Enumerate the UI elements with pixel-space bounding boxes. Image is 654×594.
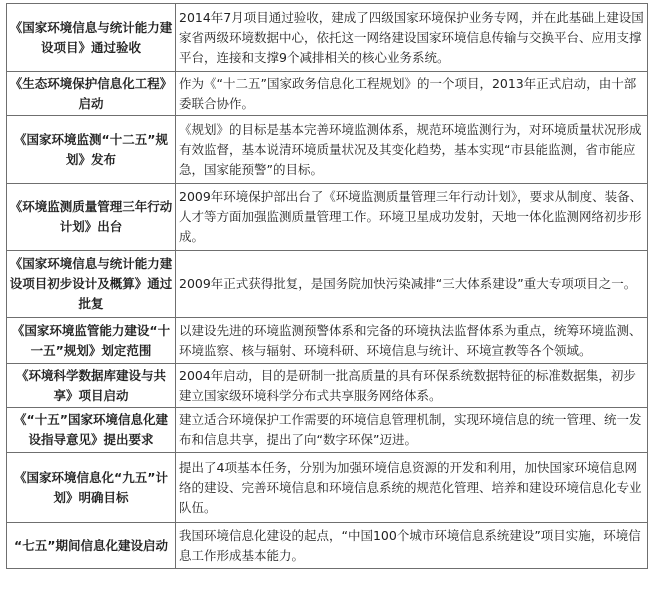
row-label: 《环境监测质量管理三年行动计划》出台 — [7, 184, 176, 251]
row-description: 提出了4项基本任务，分别为加强环境信息资源的开发和利用，加快国家环境信息网络的建设、完善环境信息和环境信息系统的规范化管理、培养和建设环境信息化专业队伍。 — [176, 453, 648, 523]
milestone-table — [6, 3, 648, 569]
row-label: 《生态环境保护信息化工程》启动 — [7, 72, 176, 116]
table-row — [7, 523, 648, 569]
row-label: 《环境科学数据库建设与共享》项目启动 — [7, 364, 176, 408]
table-row — [7, 453, 648, 523]
row-label: 《国家环境信息与统计能力建设项目》通过验收 — [7, 4, 176, 72]
table-row — [7, 408, 648, 453]
row-label: 《国家环境信息与统计能力建设项目初步设计及概算》通过批复 — [7, 251, 176, 318]
row-label: 《国家环境监测“十二五”规划》发布 — [7, 116, 176, 184]
row-description: 建立适合环境保护工作需要的环境信息管理机制，实现环境信息的统一管理、统一发布和信息共享，提出了向“数字环保”迈进。 — [176, 408, 648, 453]
table-row — [7, 4, 648, 72]
row-description: 我国环境信息化建设的起点，“中国100个城市环境信息系统建设”项目实施，环境信息工作形成基本能力。 — [176, 523, 648, 569]
table-row — [7, 116, 648, 184]
table-row — [7, 318, 648, 364]
table-row — [7, 251, 648, 318]
table-row — [7, 364, 648, 408]
table-row — [7, 184, 648, 251]
row-description: 以建设先进的环境监测预警体系和完备的环境执法监督体系为重点，统筹环境监测、环境监察、核与辐射、环境科研、环境信息与统计、环境宣教等各个领域。 — [176, 318, 648, 364]
row-label: 《“十五”国家环境信息化建设指导意见》提出要求 — [7, 408, 176, 453]
row-label: 《国家环境监管能力建设“十一五”规划》划定范围 — [7, 318, 176, 364]
row-label: 《国家环境信息化“九五”计划》明确目标 — [7, 453, 176, 523]
row-description: 2009年正式获得批复，是国务院加快污染减排“三大体系建设”重大专项项目之一。 — [176, 251, 648, 318]
row-description: 《规划》的目标是基本完善环境监测体系，规范环境监测行为，对环境质量状况形成有效监督，基本说清环境质量状况及其变化趋势，基本实现“市县能监测，省市能应急，国家能预警”的目标。 — [176, 116, 648, 184]
table-row — [7, 72, 648, 116]
row-description: 2009年环境保护部出台了《环境监测质量管理三年行动计划》，要求从制度、装备、人才等方面加强监测质量管理工作。环境卫星成功发射，天地一体化监测网络初步形成。 — [176, 184, 648, 251]
row-description: 作为《“十二五”国家政务信息化工程规划》的一个项目，2013年正式启动，由十部委联合协作。 — [176, 72, 648, 116]
row-label: “七五”期间信息化建设启动 — [7, 523, 176, 569]
row-description: 2014年7月项目通过验收，建成了四级国家环境保护业务专网，并在此基础上建设国家省两级环境数据中心，依托这一网络建设国家环境信息传输与交换平台、应用支撑平台，连接和支撑9个减排相关的核心业务系统。 — [176, 4, 648, 72]
row-description: 2004年启动，目的是研制一批高质量的具有环保系统数据特征的标准数据集，初步建立国家级环境科学分布式共享服务网络体系。 — [176, 364, 648, 408]
